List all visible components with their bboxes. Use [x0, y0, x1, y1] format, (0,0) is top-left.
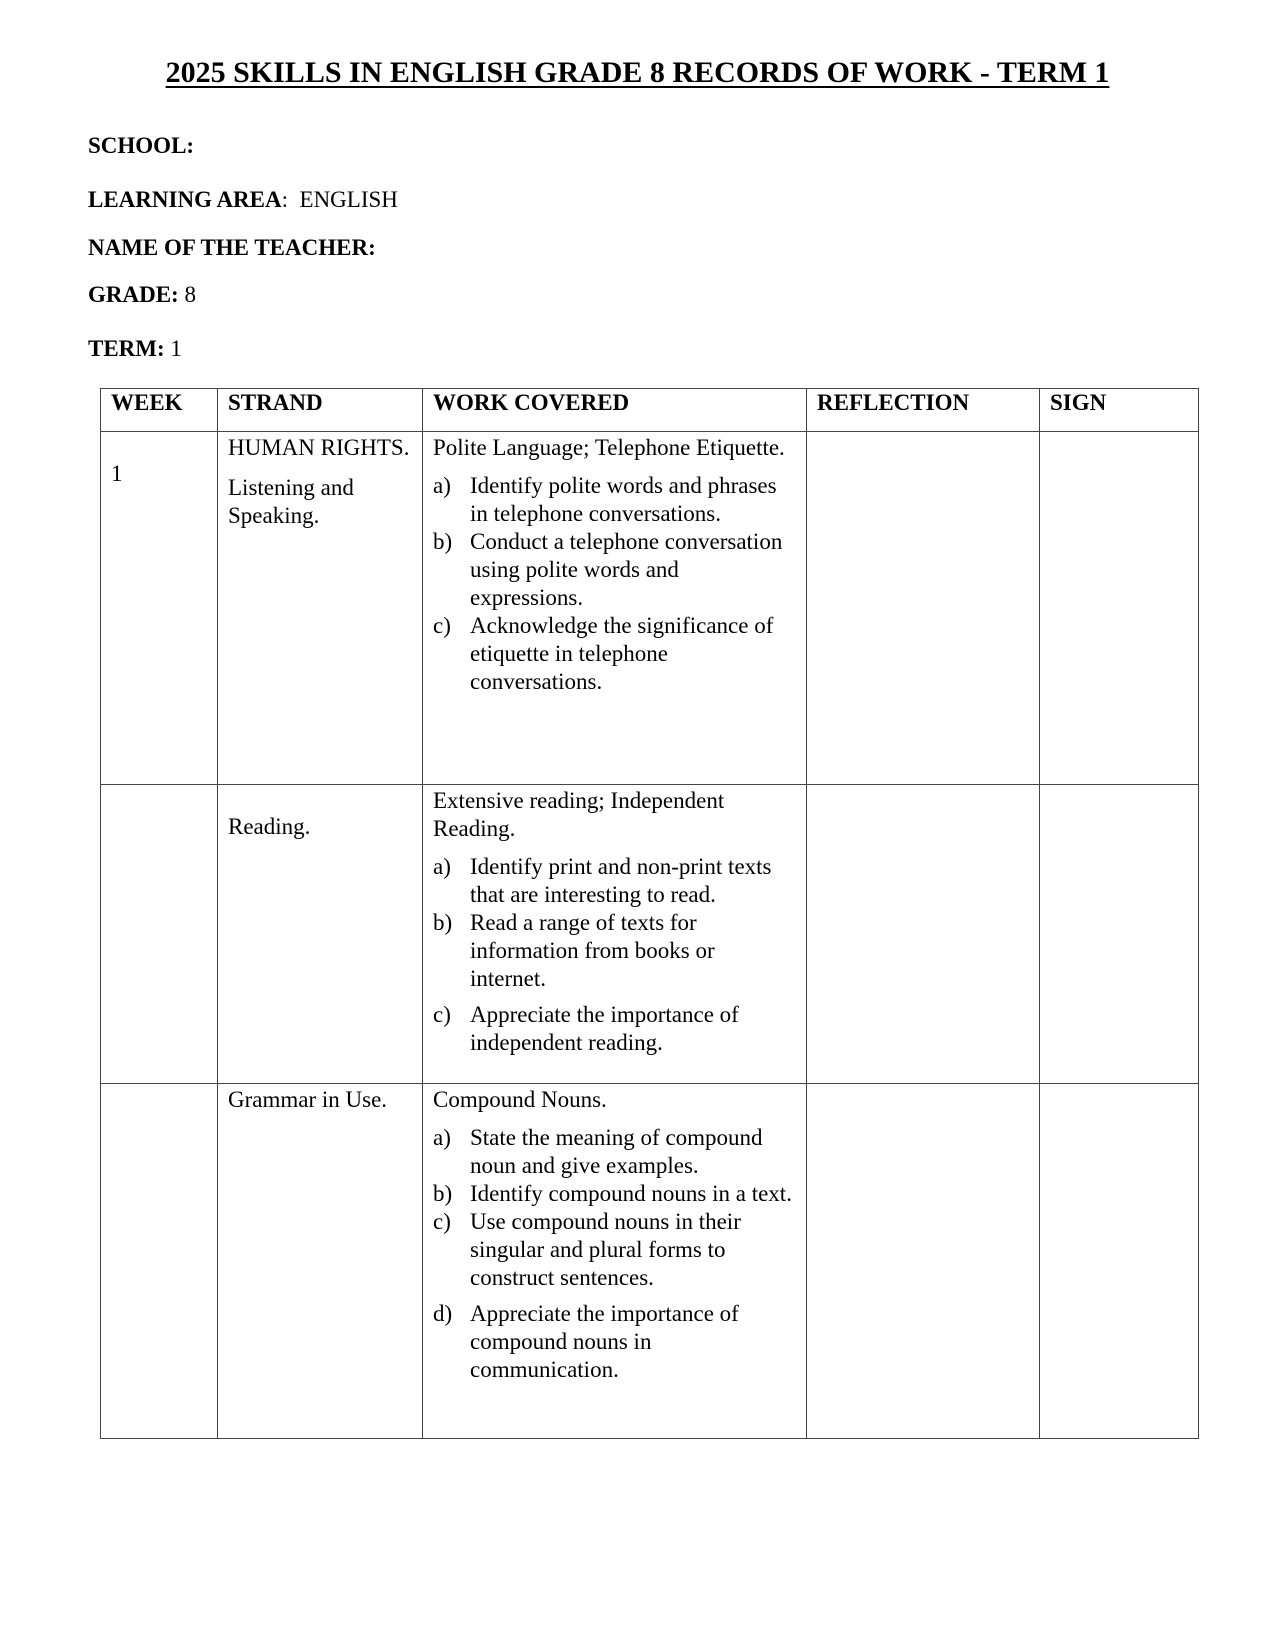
header-sign: SIGN	[1040, 389, 1199, 432]
work-topic: Extensive reading; Independent Reading.	[433, 788, 725, 841]
objective-item	[433, 612, 796, 696]
week-cell	[101, 432, 218, 785]
strand-theme: HUMAN RIGHTS.	[228, 435, 410, 460]
work-topic: Polite Language; Telephone Etiquette.	[433, 435, 785, 460]
document-title: 2025 SKILLS IN ENGLISH GRADE 8 RECORDS OF WORK - TERM 1	[165, 56, 1110, 89]
objective-item	[433, 853, 796, 909]
objective-marker: c)	[433, 613, 451, 638]
reflection-cell[interactable]	[807, 432, 1040, 785]
term-label: TERM:	[88, 336, 165, 361]
sign-cell[interactable]	[1040, 785, 1199, 1084]
grade-value: 8	[178, 282, 196, 307]
objective-item	[433, 1001, 796, 1057]
grade-field	[88, 282, 196, 308]
objective-text: Acknowledge the significance of etiquette in telephone conversations.	[470, 613, 774, 694]
objectives-list	[433, 472, 796, 696]
objective-marker: a)	[433, 854, 451, 879]
objective-item	[433, 1180, 796, 1208]
header-work-covered: WORK COVERED	[423, 389, 807, 432]
objective-marker: a)	[433, 1125, 451, 1150]
objectives-list	[433, 1124, 796, 1384]
objective-marker: a)	[433, 473, 451, 498]
week-number: 1	[111, 461, 123, 486]
objective-text: Use compound nouns in their singular and plural forms to construct sentences.	[470, 1209, 741, 1290]
table-header-row	[101, 389, 1199, 432]
work-covered-cell	[423, 1084, 807, 1439]
teacher-label: NAME OF THE TEACHER:	[88, 235, 376, 260]
learning-area-value: : ENGLISH	[281, 187, 398, 212]
objective-item	[433, 1208, 796, 1292]
objective-item	[433, 472, 796, 528]
objective-text: Read a range of texts for information from books or internet.	[470, 910, 715, 991]
objective-text: Appreciate the importance of compound nouns in communication.	[470, 1301, 739, 1382]
objective-marker: c)	[433, 1002, 451, 1027]
objectives-list	[433, 853, 796, 1057]
objective-marker: b)	[433, 1181, 453, 1206]
table-row	[101, 432, 1199, 785]
learning-area-field	[88, 187, 398, 213]
school-label: SCHOOL:	[88, 133, 195, 158]
teacher-field	[88, 235, 376, 261]
sign-cell[interactable]	[1040, 1084, 1199, 1439]
objective-item	[433, 909, 796, 993]
objective-text: State the meaning of compound noun and give examples.	[470, 1125, 763, 1178]
sign-cell[interactable]	[1040, 432, 1199, 785]
objective-marker: c)	[433, 1209, 451, 1234]
strand-name: Reading.	[228, 814, 311, 839]
objective-text: Conduct a telephone conversation using polite words and expressions.	[470, 529, 783, 610]
objective-text: Identify print and non-print texts that are interesting to read.	[470, 854, 772, 907]
strand-cell	[218, 785, 423, 1084]
strand-name: Listening and Speaking.	[228, 475, 354, 528]
objective-item	[433, 1300, 796, 1384]
work-covered-cell	[423, 432, 807, 785]
objective-item	[433, 528, 796, 612]
objective-item	[433, 1124, 796, 1180]
header-strand: STRAND	[218, 389, 423, 432]
objective-text: Identify compound nouns in a text.	[470, 1181, 792, 1206]
term-field	[88, 336, 182, 362]
grade-label: GRADE:	[88, 282, 179, 307]
records-table	[100, 388, 1199, 1439]
table-row	[101, 1084, 1199, 1439]
work-topic: Compound Nouns.	[433, 1087, 607, 1112]
week-cell	[101, 785, 218, 1084]
week-cell	[101, 1084, 218, 1439]
strand-cell	[218, 432, 423, 785]
work-covered-cell	[423, 785, 807, 1084]
header-week: WEEK	[101, 389, 218, 432]
objective-marker: d)	[433, 1301, 453, 1326]
strand-cell	[218, 1084, 423, 1439]
reflection-cell[interactable]	[807, 785, 1040, 1084]
header-reflection: REFLECTION	[807, 389, 1040, 432]
learning-area-label: LEARNING AREA	[88, 187, 282, 212]
table-row	[101, 785, 1199, 1084]
strand-name: Grammar in Use.	[228, 1087, 388, 1112]
objective-marker: b)	[433, 529, 453, 554]
objective-text: Appreciate the importance of independent reading.	[470, 1002, 739, 1055]
reflection-cell[interactable]	[807, 1084, 1040, 1439]
objective-marker: b)	[433, 910, 453, 935]
term-value: 1	[164, 336, 182, 361]
objective-text: Identify polite words and phrases in telephone conversations.	[470, 473, 777, 526]
school-field	[88, 133, 194, 159]
